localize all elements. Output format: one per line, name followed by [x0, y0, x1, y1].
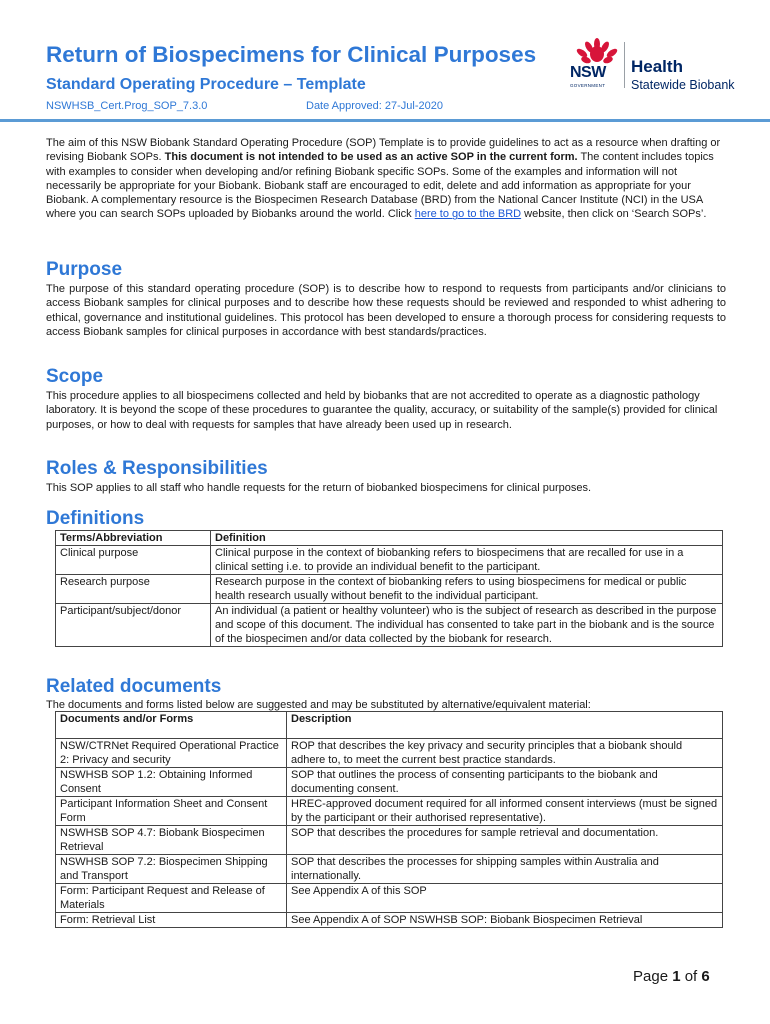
intro-text-3: website, then click on ‘Search SOPs’. [521, 208, 707, 221]
current-page: 1 [672, 968, 681, 985]
document-title: Return of Biospecimens for Clinical Purposes [46, 42, 537, 67]
intro-bold-notice: This document is not intended to be used as an active SOP in the current form. [164, 151, 578, 164]
table-row [56, 546, 723, 575]
logo-government-text: GOVERNMENT [570, 83, 606, 88]
document-cell: NSWHSB SOP 7.2: Biospecimen Shipping and Transport [56, 855, 287, 884]
document-id: NSWHSB_Cert.Prog_SOP_7.3.0 [46, 100, 208, 112]
description-cell: SOP that describes the procedures for sample retrieval and documentation. [287, 826, 723, 855]
table-row [56, 855, 723, 884]
table-row [56, 797, 723, 826]
table-row [56, 913, 723, 928]
table-row [56, 826, 723, 855]
document-cell: NSWHSB SOP 1.2: Obtaining Informed Consent [56, 768, 287, 797]
definition-cell: An individual (a patient or healthy volunteer) who is the subject of research as described in the purpose and scope of this document. The individual has consented to take part in the biobank and is the source of the biospecimen and/or data collected by the biobank for research. [211, 604, 723, 647]
document-header [0, 0, 770, 124]
definitions-table [55, 530, 723, 647]
logo-health-text: Health [631, 57, 683, 76]
intro-text-2: The content includes topics with examples to consider when developing and/or refining Biobank specific SOPs. Some of the examples and information will not necessarily be appropriate for your Biobank. Biobank staff are encouraged to edit, delete and add information as appropriate for your Biobank. A complementary resource is the Biospecimen Research Database (BRD) from the National Cancer Institute (NCI) in the USA where you can search SOPs uploaded by Biobanks around the world. Click [46, 151, 714, 221]
document-cell: Form: Retrieval List [56, 913, 287, 928]
page-label: Page [633, 968, 673, 985]
date-approved: Date Approved: 27-Jul-2020 [306, 100, 443, 112]
total-pages: 6 [701, 968, 710, 985]
document-subtitle: Standard Operating Procedure – Template [46, 76, 366, 93]
column-header: Definition [211, 531, 723, 546]
logo-statewide-biobank-text: Statewide Biobank [631, 78, 735, 92]
table-row [56, 739, 723, 768]
description-cell: HREC-approved document required for all informed consent interviews (must be signed by the participant or their authorised representative). [287, 797, 723, 826]
roles-heading: Roles & Responsibilities [46, 458, 268, 479]
table-header-row [56, 531, 723, 546]
brd-link[interactable]: here to go to the BRD [414, 208, 522, 221]
term-cell: Clinical purpose [56, 546, 211, 575]
intro-text-1: The aim of this NSW Biobank Standard Operating Procedure (SOP) Template is to provide guidelines to act as a resource when drafting or revising Biobank SOPs. [46, 137, 721, 164]
table-row [56, 884, 723, 913]
of-label: of [680, 968, 702, 985]
nsw-health-logo [568, 38, 758, 94]
description-cell: See Appendix A of this SOP [287, 884, 723, 913]
roles-paragraph: This SOP applies to all staff who handle requests for the return of biobanked biospecimens for clinical purposes. [46, 482, 592, 494]
table-row [56, 768, 723, 797]
column-header: Terms/Abbreviation [56, 531, 211, 546]
intro-paragraph [46, 136, 726, 222]
table-row [56, 604, 723, 647]
related-documents-heading: Related documents [46, 676, 222, 697]
page-number [633, 968, 710, 985]
logo-divider [624, 42, 625, 88]
header-divider [0, 119, 770, 122]
term-cell: Research purpose [56, 575, 211, 604]
description-cell: See Appendix A of SOP NSWHSB SOP: Biobank Biospecimen Retrieval [287, 913, 723, 928]
definition-cell: Clinical purpose in the context of biobanking refers to biospecimens that are recalled for use in a clinical setting i.e. to provide an individual benefit to the participant. [211, 546, 723, 575]
document-cell: NSW/CTRNet Required Operational Practice 2: Privacy and security [56, 739, 287, 768]
logo-nsw-text: NSW [570, 64, 606, 81]
table-row [56, 575, 723, 604]
waratah-flower-icon [574, 38, 620, 66]
related-documents-table [55, 711, 723, 928]
document-cell: NSWHSB SOP 4.7: Biobank Biospecimen Retrieval [56, 826, 287, 855]
definitions-heading: Definitions [46, 508, 145, 529]
purpose-heading: Purpose [46, 259, 123, 280]
definition-cell: Research purpose in the context of biobanking refers to using biospecimens for medical or public health research usually without benefit to the individual participant. [211, 575, 723, 604]
description-cell: SOP that outlines the process of consenting participants to the biobank and documenting consent. [287, 768, 723, 797]
scope-paragraph: This procedure applies to all biospecimens collected and held by biobanks that are not accredited to operate as a diagnostic pathology laboratory. It is beyond the scope of these procedures to guarantee the quality, accuracy, or suitability of the sample(s) provided for clinical purposes, or how to deal with requests for samples that have already been used up in research. [46, 390, 718, 431]
scope-heading: Scope [46, 366, 104, 387]
column-header: Documents and/or Forms [56, 712, 287, 739]
table-header-row [56, 712, 723, 739]
description-cell: ROP that describes the key privacy and security principles that a biobank should adhere to, to meet the current best practice standards. [287, 739, 723, 768]
term-cell: Participant/subject/donor [56, 604, 211, 647]
purpose-paragraph: The purpose of this standard operating procedure (SOP) is to describe how to respond to requests from participants and/or clinicians to access Biobank samples for clinical purposes and to describe how these requests should be reviewed and responded to whist adhering to ethical, governance and institutional guidelines. This protocol has been developed to ensure a thorough process for considering requests to access Biobank samples for clinical purposes in accordance with best standards/practices. [46, 283, 726, 338]
document-cell: Form: Participant Request and Release of Materials [56, 884, 287, 913]
description-cell: SOP that describes the processes for shipping samples within Australia and internationally. [287, 855, 723, 884]
document-cell: Participant Information Sheet and Consent Form [56, 797, 287, 826]
column-header: Description [287, 712, 723, 739]
related-intro: The documents and forms listed below are suggested and may be substituted by alternative/equivalent material: [46, 699, 591, 711]
